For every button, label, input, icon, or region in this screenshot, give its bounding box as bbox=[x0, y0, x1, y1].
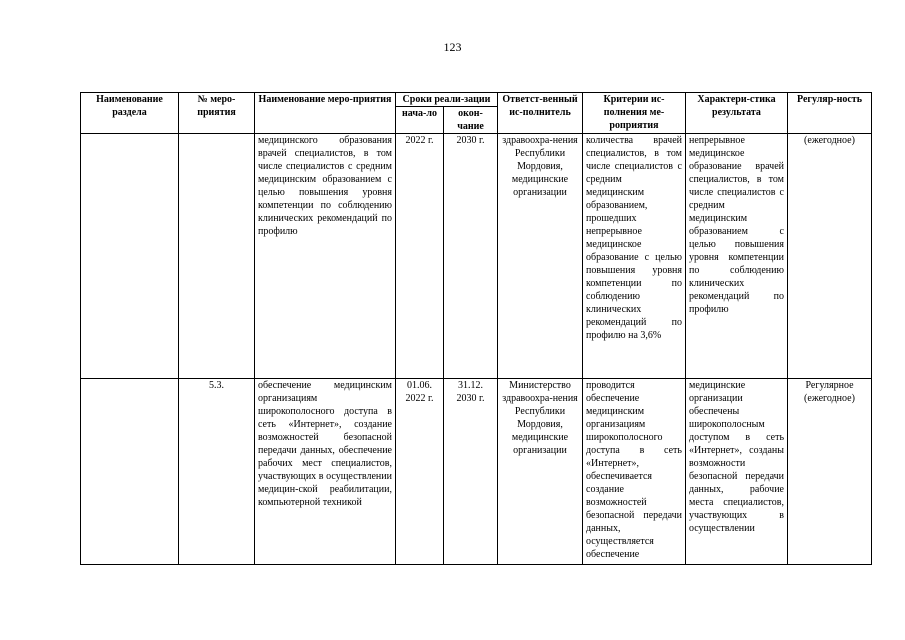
table-row bbox=[81, 134, 872, 379]
header-result: Характери-стика результата bbox=[686, 93, 788, 134]
header-terms: Сроки реали-зации bbox=[396, 93, 498, 107]
header-criteria: Критерии ис-полнения ме-роприятия bbox=[583, 93, 686, 134]
cell-end: 2030 г. bbox=[444, 134, 498, 379]
cell-section bbox=[81, 379, 179, 565]
measures-table bbox=[80, 92, 872, 565]
header-executor: Ответст-венный ис-полнитель bbox=[498, 93, 583, 134]
cell-no bbox=[179, 134, 255, 379]
cell-criteria: количества врачей специалистов, в том числе специалистов с средним медицинским образованием, прошедших непрерывное медицинское образование с целью повышения уровня компетенции по соблюдению клинических рекомендаций по профилю на 3,6% bbox=[583, 134, 686, 379]
cell-criteria: проводится обеспечение медицинским организациям широкополосного доступа в сеть «Интернет», обеспечивается создание возможностей безопасной передачи данных, осуществляется обеспечение bbox=[583, 379, 686, 565]
cell-executor: здравоохра-нения Республики Мордовия, медицинские организации bbox=[498, 134, 583, 379]
header-section-name: Наименование раздела bbox=[81, 93, 179, 134]
table-row bbox=[81, 379, 872, 565]
cell-no: 5.3. bbox=[179, 379, 255, 565]
header-event-name: Наименование меро-приятия bbox=[255, 93, 396, 134]
cell-regularity: (ежегодное) bbox=[788, 134, 872, 379]
cell-result: медицинские организации обеспечены широкополосным доступом в сеть «Интернет», созданы возможности безопасной передачи данных, рабочие места специалистов, участвующих в осуществлении bbox=[686, 379, 788, 565]
header-end: окон-чание bbox=[444, 107, 498, 134]
cell-section bbox=[81, 134, 179, 379]
header-event-no: № меро-приятия bbox=[179, 93, 255, 134]
header-start: нача-ло bbox=[396, 107, 444, 134]
cell-end: 31.12. 2030 г. bbox=[444, 379, 498, 565]
cell-start: 2022 г. bbox=[396, 134, 444, 379]
cell-regularity: Регулярное (ежегодное) bbox=[788, 379, 872, 565]
cell-executor: Министерство здравоохра-нения Республики Мордовия, медицинские организации bbox=[498, 379, 583, 565]
cell-start: 01.06. 2022 г. bbox=[396, 379, 444, 565]
header-regularity: Регуляр-ность bbox=[788, 93, 872, 134]
page-number: 123 bbox=[443, 40, 462, 54]
cell-name: обеспечение медицинским организациям широкополосного доступа в сеть «Интернет», создание возможностей безопасной передачи данных, обеспечение рабочих мест специалистов, участвующих в осуществлении медицин-ской реабилитации, компьютерной техникой bbox=[255, 379, 396, 565]
cell-name: медицинского образования врачей специалистов, в том числе специалистов с средним медицинским образованием с целью повышения уровня компетенции по соблюдению клинических рекомендаций по профилю bbox=[255, 134, 396, 379]
table-header-row bbox=[81, 93, 872, 107]
cell-result: непрерывное медицинское образование врачей специалистов, в том числе специалистов с средним медицинским образованием с целью повышения уровня компетенции по соблюдению клинических рекомендаций по профилю bbox=[686, 134, 788, 379]
